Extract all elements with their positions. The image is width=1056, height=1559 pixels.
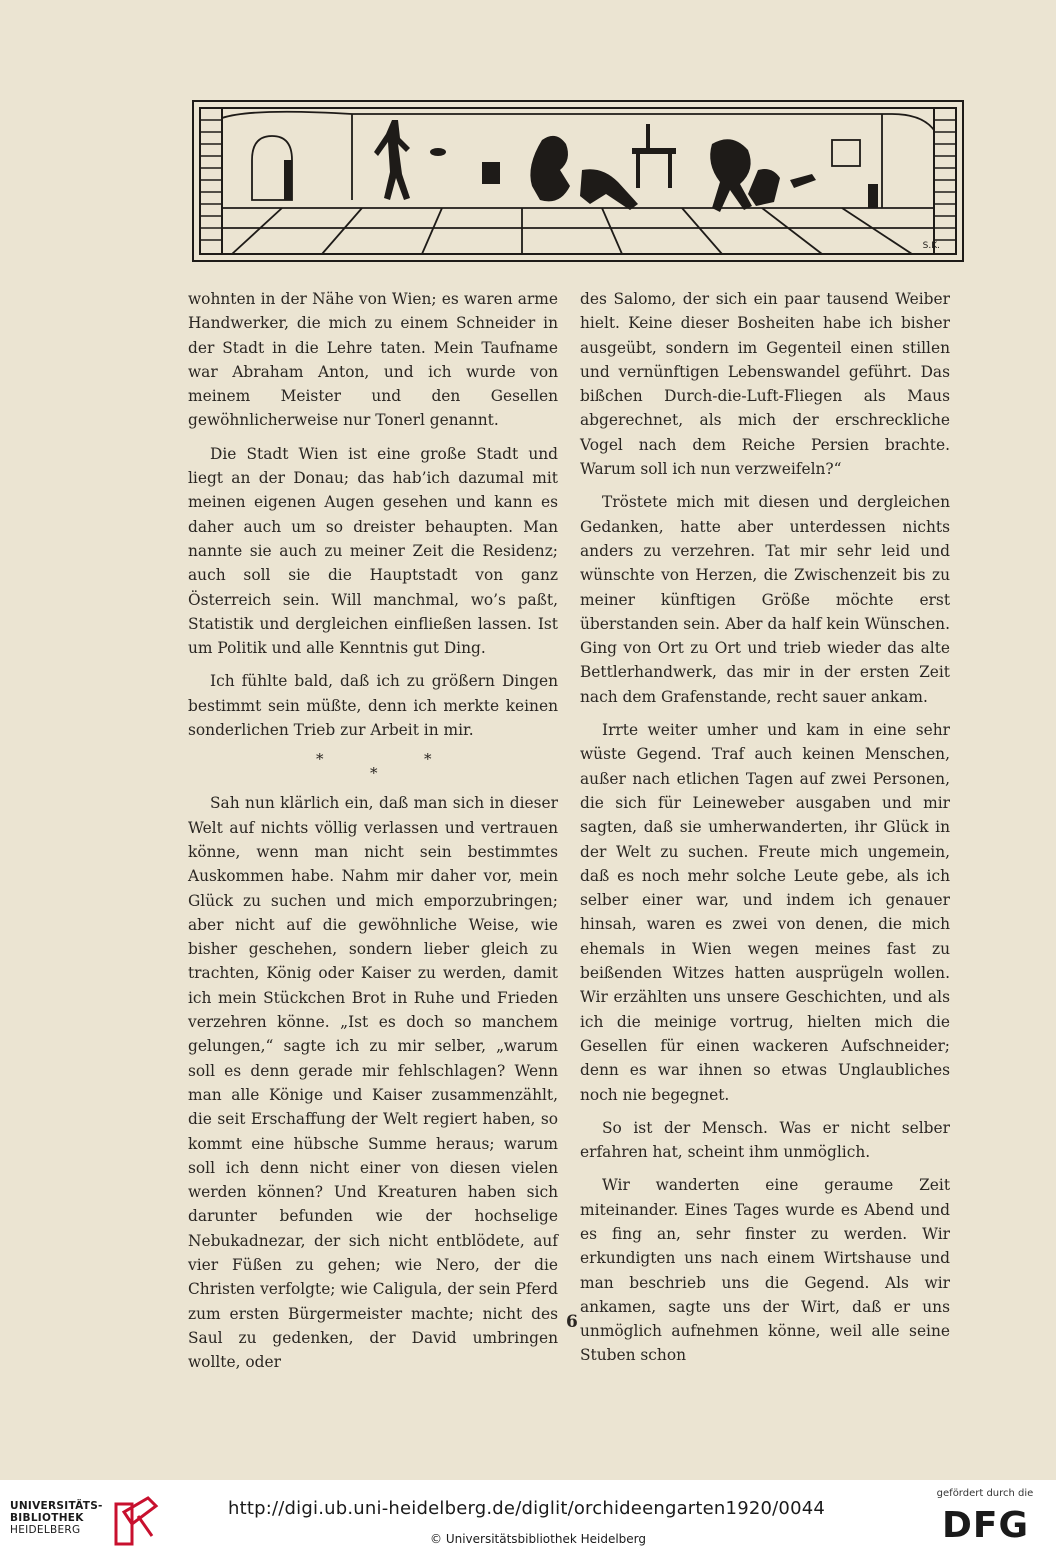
library-name-line: HEIDELBERG [10,1524,81,1536]
separator-star: * [316,750,324,769]
page-number: 6 [566,1312,578,1332]
paragraph: So ist der Mensch. Was er nicht selber erfahren hat, scheint ihm unmöglich. [580,1118,950,1162]
dfg-logo-text: DFG [942,1505,1030,1546]
paragraph: Die Stadt Wien ist eine große Stadt und liegt an der Donau; das hab’ich dazumal mit meinen eigenen Augen gesehen und kann es daher auch um so dreister behaupten. Man nannte sie auch zu meiner Zeit die Residenz; auch soll sie die Hauptstadt von ganz Österreich sein. Will manchmal, wo’s paßt, Statistik und dergleichen einfließen lassen. Ist um Politik und alle Kenntnis gut Ding. [188,444,558,658]
copyright-notice: © Universitätsbibliothek Heidelberg [430,1532,647,1546]
left-column [188,287,558,1383]
paragraph: Sah nun klärlich ein, daß man sich in dieser Welt auf nichts völlig verlassen und vertrauen könne, wenn man nicht sein bestimmtes Auskommen habe. Nahm mir daher vor, mein Glück zu suchen und mich emporzubringen; aber nicht auf die gewöhnliche Weise, wie bisher geschehen, sondern lieber gleich zu trachten, König oder Kaiser zu werden, damit ich mein Stückchen Brot in Ruhe und Frieden verzehren könne. „Ist es doch so manchem gelungen,“ sagte ich zu mir selber, „warum soll es denn gerade mir fehlschlagen? Wenn man alle Könige und Kaiser zusammenzählt, die seit Erschaffung der Welt regiert haben, so kommt eine hübsche Summe heraus; warum soll ich denn nicht einer von diesen vielen werden können? Und Kreaturen haben sich darunter befunden wie der hochselige Nebukadnezar, der sich nicht entblödete, auf vier Füßen zu gehen; wie Nero, der die Christen verfolgte; wie Caligula, der sein Pferd zum ersten Bürgermeister machte; nicht des Saul zu gedenken, der David umbringen wollte, oder [188,794,558,1372]
paragraph: Ich fühlte bald, daß ich zu größern Dingen bestimmt sein müßte, denn ich merkte keinen sonderlichen Trieb zur Arbeit in mir. [188,672,558,740]
paragraph: wohnten in der Nähe von Wien; es waren arme Handwerker, die mich zu einem Schneider in der Stadt in die Lehre taten. Mein Taufname war Abraham Anton, und ich wurde von meinem Meister und den Gesellen gewöhnlicherweise nur Tonerl genannt. [188,290,558,430]
library-name-line: BIBLIOTHEK [10,1512,84,1524]
library-emblem-icon [108,1496,160,1548]
right-column [580,287,950,1377]
viewer-footer [0,1480,1056,1559]
illustration-signature: S.K. [922,241,940,251]
funding-label: gefördert durch die [936,1488,1034,1499]
dfg-logo[interactable] [942,1506,1029,1546]
separator-star: * [370,764,378,783]
header-illustration [192,100,964,262]
section-separator [188,747,558,783]
funding-block [930,1488,1040,1552]
paragraph: Wir wanderten eine geraume Zeit miteinander. Eines Tages wurde es Abend und es fing an, sehr finster zu werden. Wir erkundigten uns nach einem Wirtshause und man beschrieb uns die Gegend. Als wir ankamen, sagte uns der Wirt, daß er uns unmöglich aufnehmen könne, weil alle seine Stuben schon [580,1176,950,1365]
paragraph: des Salomo, der sich ein paar tausend Weiber hielt. Keine dieser Bosheiten habe ich bisher ausgeübt, sondern im Gegenteil einen stillen und vernünftigen Lebenswandel geführt. Das bißchen Durch-die-Luft-Fliegen als Maus abgerechnet, als mich der erschreckliche Vogel nach dem Reiche Persien brachte. Warum soll ich nun verzweifeln?“ [580,290,950,479]
library-name-line: UNIVERSITÄTS- [10,1500,103,1512]
paragraph: Irrte weiter umher und kam in eine sehr wüste Gegend. Traf auch keinen Menschen, außer nach etlichen Tagen auf zwei Personen, die sich für Leineweber ausgaben und mir sagten, daß sie umherwanderten, ihr Glück in der Welt zu suchen. Freute mich ungemein, daß es noch mehr solche Leute gebe, als ich selber einer war, und indem ich genauer hinsah, waren es zwei von denen, die mich ehemals in Wien wegen meines fast zu beißenden Witzes hatten ausprügeln wollen. Wir erzählten uns unsere Geschichten, und als ich die meinige vortrug, hielten mich die Gesellen für einen wackeren Aufschneider; denn es war ihnen so etwas Unglaubliches noch nie begegnet. [580,721,950,1104]
paragraph: Tröstete mich mit diesen und dergleichen Gedanken, hatte aber unterdessen nichts anders zu verzehren. Tat mir sehr leid und wünschte von Herzen, die Zwischenzeit bis zu meiner künftigen Größe möchte erst überstanden sein. Aber da half kein Wünschen. Ging von Ort zu Ort und trieb wieder das alte Bettlerhandwerk, das mir in der ersten Zeit nach dem Grafenstande, recht sauer ankam. [580,493,950,706]
library-logo[interactable] [10,1494,170,1548]
separator-star: * [424,750,432,769]
permalink[interactable]: http://digi.ub.uni-heidelberg.de/diglit/orchideengarten1920/0044 [228,1498,826,1519]
library-name [10,1500,103,1536]
